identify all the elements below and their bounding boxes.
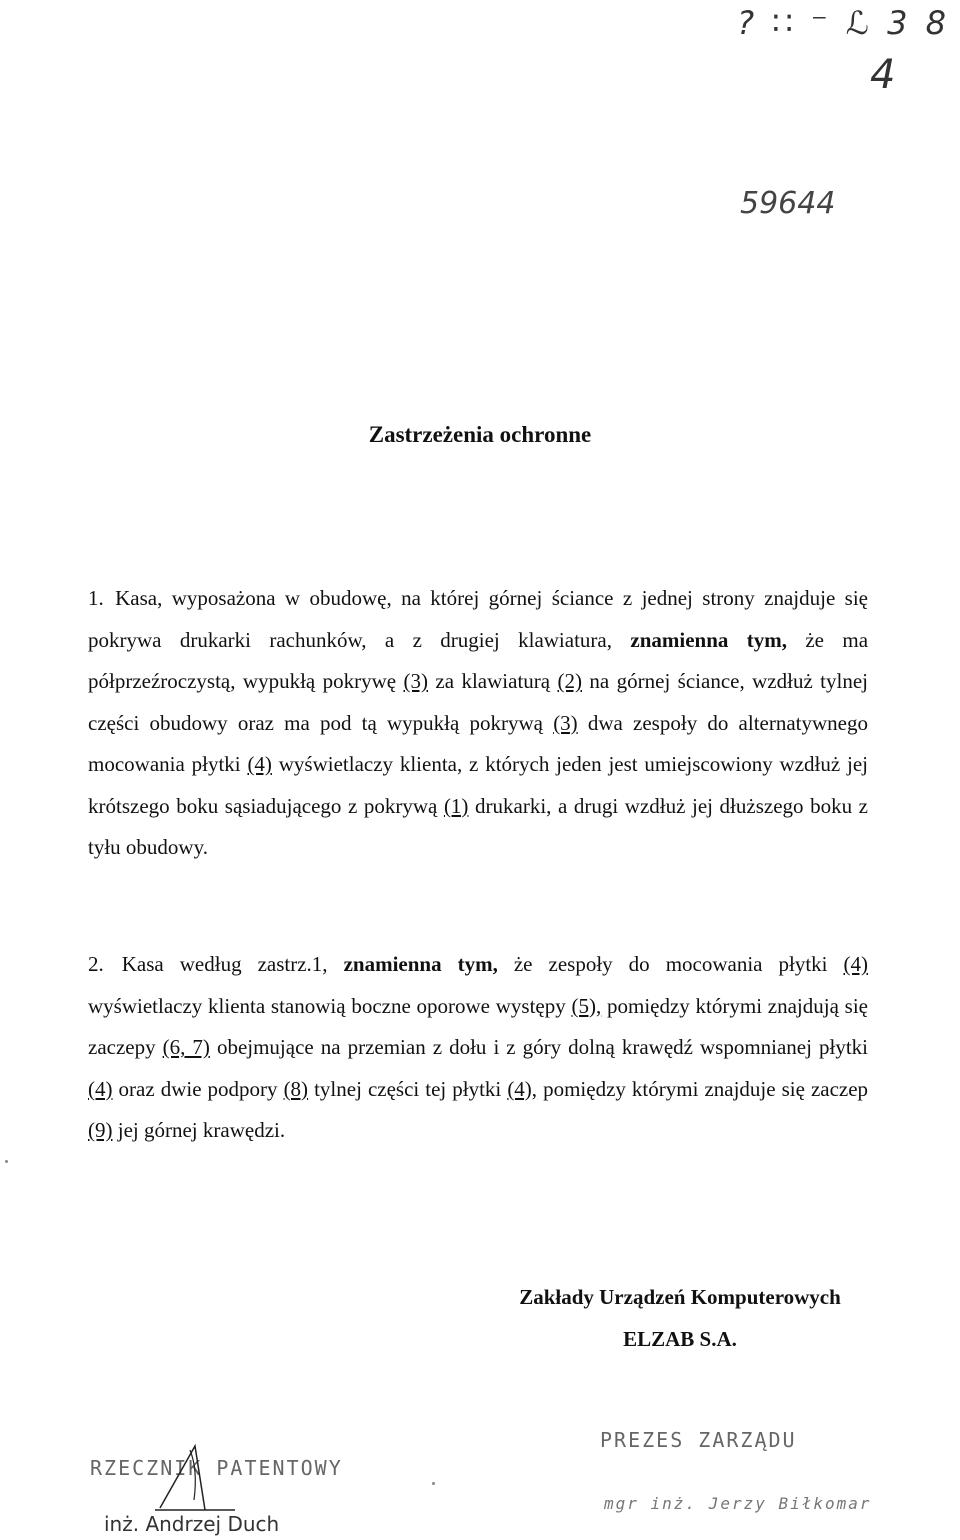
patent-attorney-stamp-title: RZECZNIK PATENTOWY bbox=[90, 1456, 343, 1480]
claim-text: na górnej ściance, wzdłuż tylnej części obudowy oraz ma pod tą wypukłą pokrywą bbox=[88, 669, 868, 735]
reference-number: (3) bbox=[403, 669, 429, 693]
reference-number: (4) bbox=[88, 1076, 113, 1101]
reference-number: (6, 7) bbox=[162, 1035, 210, 1059]
claim-2 bbox=[88, 944, 868, 1152]
claim-text: pomiędzy którymi znajdują się zaczepy bbox=[88, 993, 868, 1059]
claim-text: że zespoły do mocowania płytki bbox=[513, 952, 828, 976]
reference-number: (2) bbox=[557, 669, 582, 693]
reference-number: (1) bbox=[443, 793, 469, 818]
company-legal-form: ELZAB S.A. bbox=[623, 1327, 737, 1351]
claim-text: dwa zespoły do alternatywnego mocowania płytki bbox=[88, 710, 869, 776]
claim-text: wyświetlaczy klienta, z których jeden jest umiejscowiony wzdłuż jej krótszego boku sąsiadującego z pokrywą bbox=[88, 752, 868, 818]
claim-text: że ma półprzeźroczystą, wypukłą pokrywę bbox=[88, 627, 869, 693]
handwritten-page-number: 4 bbox=[870, 52, 896, 98]
claim-text: pomiędzy którymi znajduje się zaczep bbox=[543, 1076, 869, 1101]
ceo-stamp-name: mgr inż. Jerzy Biłkomar bbox=[604, 1494, 872, 1513]
claim-highlight: znamienna tym, bbox=[343, 952, 498, 976]
patent-attorney-name: inż. Andrzej Duch bbox=[104, 1512, 280, 1536]
claim-text: drukarki, a drugi wzdłuż jej dłuższego boku z tyłu obudowy. bbox=[88, 793, 868, 859]
claim-1 bbox=[88, 578, 868, 869]
claim-text: jej górnej krawędzi. bbox=[117, 1118, 286, 1142]
company-signature-block bbox=[460, 1276, 900, 1360]
reference-number: (4) bbox=[843, 952, 869, 976]
ceo-stamp-title: PREZES ZARZĄDU bbox=[600, 1428, 797, 1452]
claim-highlight: znamienna tym, bbox=[630, 627, 787, 652]
claim-text: za klawiaturą bbox=[435, 669, 551, 693]
reference-number: (4) bbox=[247, 752, 272, 776]
claim-number: 1. bbox=[88, 586, 104, 610]
handwritten-corner-marks: ? ∷ ⁻ ℒ 3 8 bbox=[737, 4, 950, 42]
document-title: Zastrzeżenia ochronne bbox=[368, 422, 592, 447]
claim-text: Kasa według zastrz.1, bbox=[121, 952, 328, 976]
handwritten-registration-number: 59644 bbox=[740, 186, 836, 221]
claim-text: tylnej części tej płytki bbox=[314, 1076, 502, 1101]
signature-icon bbox=[150, 1440, 240, 1520]
scan-speck bbox=[432, 1482, 435, 1485]
claim-number: 2. bbox=[88, 952, 104, 976]
reference-number: (8) bbox=[283, 1076, 309, 1101]
claim-text: obejmujące na przemian z dołu i z góry dolną krawędź wspomnianej płytki bbox=[216, 1035, 868, 1059]
reference-number: (4), bbox=[507, 1076, 538, 1101]
claim-text: Kasa, wyposażona w obudowę, na której górnej ściance z jednej strony znajduje się pokrywa drukarki rachunków, a z drugiej klawiatura, bbox=[88, 586, 869, 652]
scan-speck bbox=[5, 1160, 8, 1163]
reference-number: (3) bbox=[553, 710, 578, 735]
reference-number: (5), bbox=[571, 993, 602, 1018]
claim-text: wyświetlaczy klienta stanowią boczne oporowe występy bbox=[88, 993, 566, 1018]
claim-text: oraz dwie podpory bbox=[118, 1076, 278, 1101]
company-name: Zakłady Urządzeń Komputerowych bbox=[519, 1285, 841, 1309]
reference-number: (9) bbox=[88, 1118, 113, 1142]
